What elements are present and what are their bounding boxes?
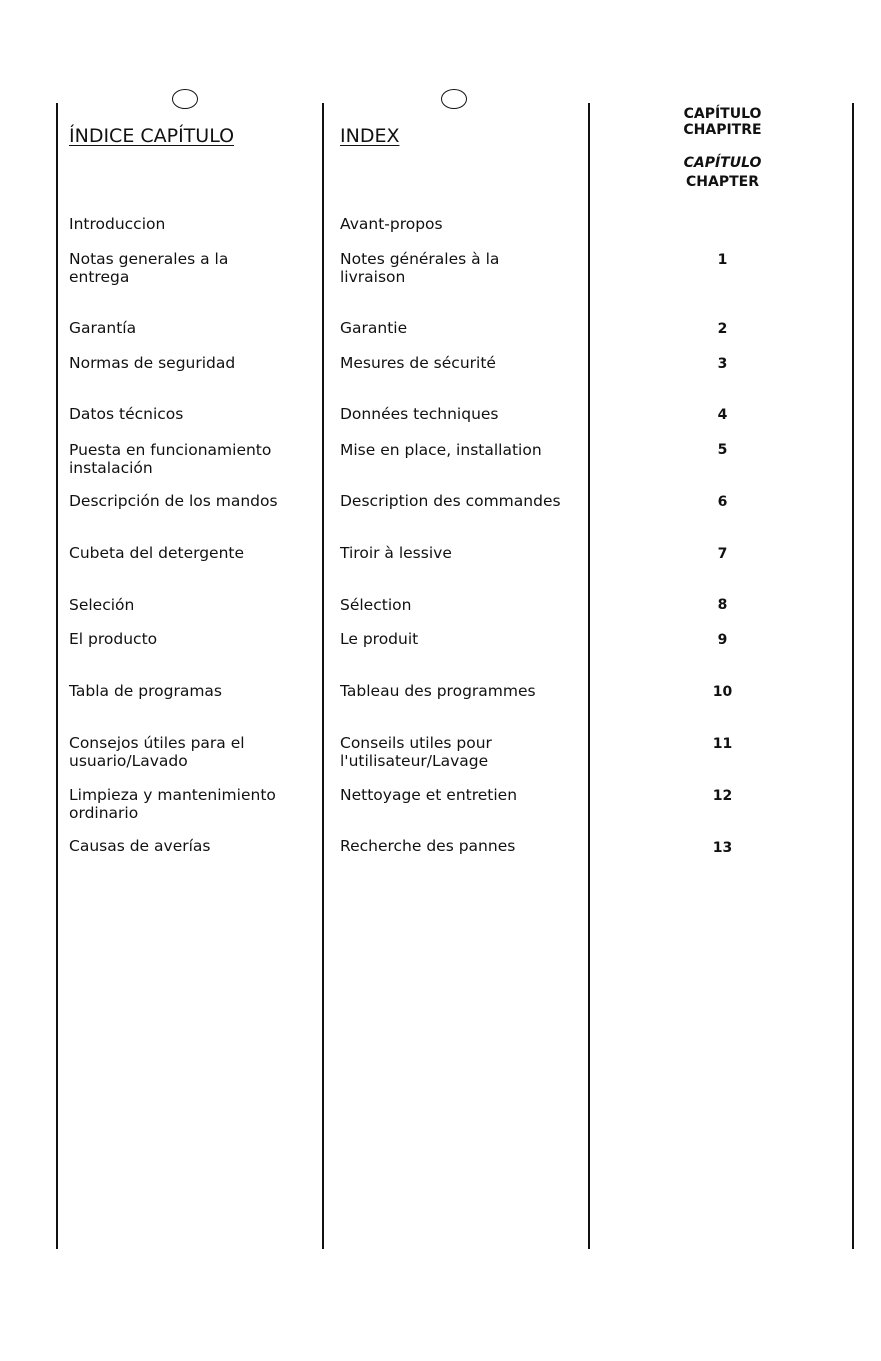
entry-fr: Mise en place, installation: [340, 441, 542, 459]
entry-fr: Garantie: [340, 319, 408, 337]
column-divider-right: [852, 103, 854, 1249]
chapter-number: 1: [717, 252, 728, 268]
chapter-number: 3: [717, 356, 728, 372]
entry-es: Consejos útiles para el usuario/Lavado: [69, 734, 245, 770]
chapter-number: 9: [717, 632, 728, 648]
entry-fr: Tiroir à lessive: [340, 544, 452, 562]
column-divider-middle-right: [588, 103, 590, 1249]
index-heading-french: INDEX: [340, 125, 400, 147]
chapter-number: 6: [717, 494, 728, 510]
entry-es: Garantía: [69, 319, 137, 337]
entry-fr: Tableau des programmes: [340, 682, 536, 700]
language-marker-circle-icon: [441, 89, 467, 109]
entry-es: Tabla de programas: [69, 682, 223, 700]
entry-fr: Conseils utiles pour l'utilisateur/Lavage: [340, 734, 492, 770]
entry-es: Seleción: [69, 596, 135, 614]
entry-fr: Recherche des pannes: [340, 837, 516, 855]
index-heading-spanish: ÍNDICE CAPÍTULO: [69, 125, 235, 147]
chapter-heading-spanish-italic: CAPÍTULO: [683, 155, 762, 171]
entry-fr: Données techniques: [340, 405, 499, 423]
chapter-number: 10: [712, 684, 733, 700]
chapter-heading-french: CHAPITRE: [683, 122, 762, 138]
chapter-number: 11: [712, 736, 733, 752]
entry-es: Causas de averías: [69, 837, 211, 855]
entry-es: Limpieza y mantenimiento ordinario: [69, 786, 276, 822]
entry-es: Normas de seguridad: [69, 354, 236, 372]
entry-es: Datos técnicos: [69, 405, 184, 423]
entry-fr: Le produit: [340, 630, 419, 648]
chapter-number: 13: [712, 840, 733, 856]
entry-es: El producto: [69, 630, 158, 648]
entry-es: Cubeta del detergente: [69, 544, 245, 562]
column-divider-middle-left: [322, 103, 324, 1249]
chapter-number: 5: [717, 442, 728, 458]
chapter-heading-english: CHAPTER: [686, 174, 759, 190]
chapter-number: 8: [717, 597, 728, 613]
entry-fr: Notes générales à la livraison: [340, 250, 500, 286]
chapter-number: 7: [717, 546, 728, 562]
entry-es: Introduccion: [69, 215, 166, 233]
language-marker-circle-icon: [172, 89, 198, 109]
column-divider-left: [56, 103, 58, 1249]
entry-fr: Mesures de sécurité: [340, 354, 496, 372]
entry-fr: Sélection: [340, 596, 412, 614]
entry-fr: Description des commandes: [340, 492, 561, 510]
chapter-number: 2: [717, 321, 728, 337]
entry-fr: Nettoyage et entretien: [340, 786, 518, 804]
entry-fr: Avant-propos: [340, 215, 443, 233]
entry-es: Notas generales a la entrega: [69, 250, 229, 286]
chapter-heading-spanish: CAPÍTULO: [683, 106, 762, 122]
chapter-number: 12: [712, 788, 733, 804]
entry-es: Puesta en funcionamiento instalación: [69, 441, 272, 477]
chapter-number: 4: [717, 407, 728, 423]
entry-es: Descripción de los mandos: [69, 492, 278, 510]
